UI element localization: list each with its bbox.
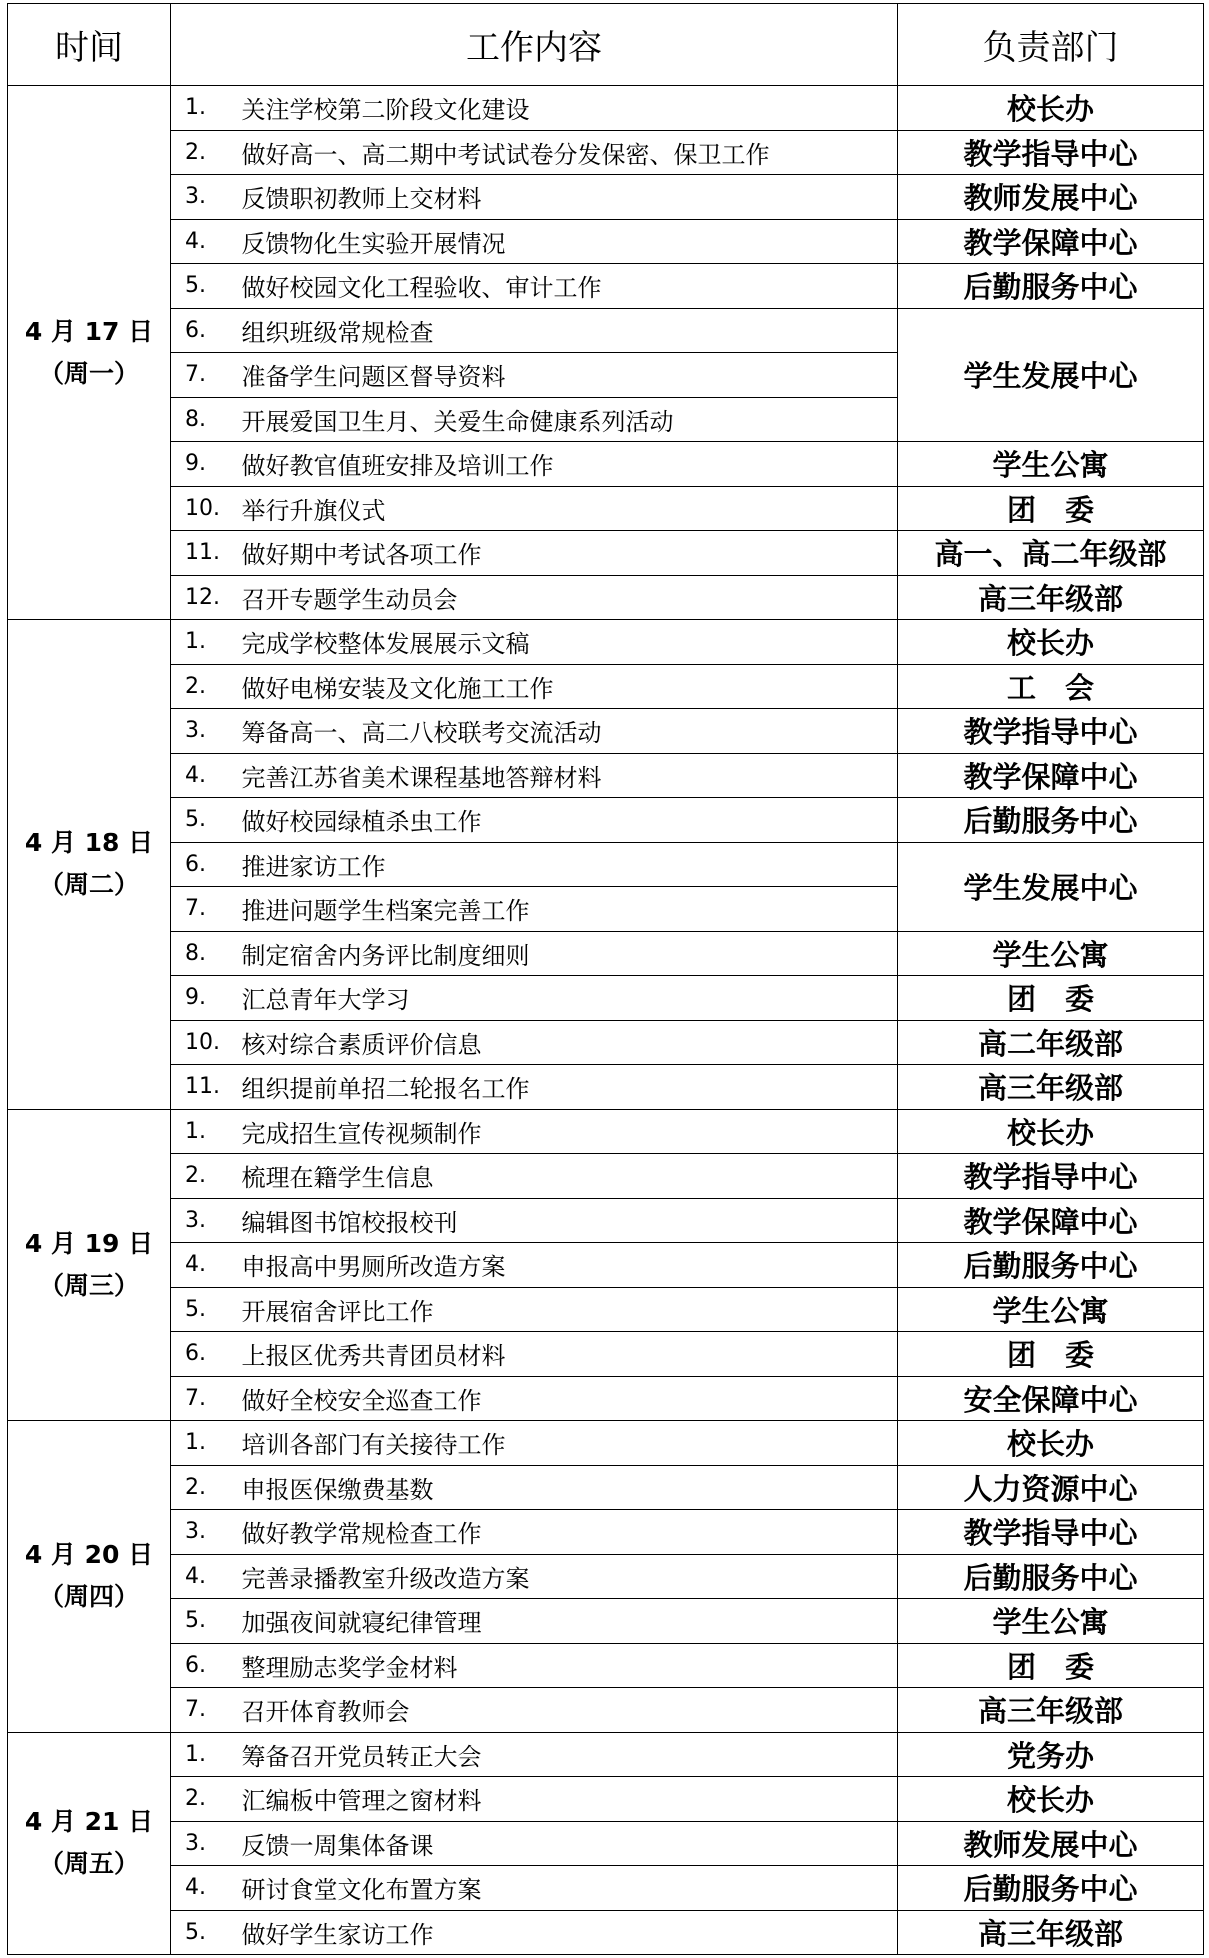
task-number: 7. — [171, 353, 238, 398]
schedule-table — [7, 3, 1204, 1955]
task-text: 推进家访工作 — [238, 842, 898, 887]
dept-cell: 高一、高二年级部 — [898, 531, 1204, 576]
date-cell — [8, 620, 171, 1110]
table-row — [8, 709, 1204, 754]
task-number: 8. — [171, 931, 238, 976]
task-text: 反馈物化生实验开展情况 — [238, 219, 898, 264]
table-row — [8, 931, 1204, 976]
table-row — [8, 219, 1204, 264]
task-text: 做好教官值班安排及培训工作 — [238, 442, 898, 487]
table-row — [8, 1065, 1204, 1110]
schedule-sheet — [7, 3, 1203, 1955]
date-label: 4 月 19 日 — [24, 1228, 154, 1258]
task-number: 6. — [171, 1643, 238, 1688]
table-row — [8, 664, 1204, 709]
table-row — [8, 1688, 1204, 1733]
table-row — [8, 264, 1204, 309]
task-number: 3. — [171, 1510, 238, 1555]
dept-cell: 教学指导中心 — [898, 1154, 1204, 1199]
task-text: 组织提前单招二轮报名工作 — [238, 1065, 898, 1110]
task-text: 做好教学常规检查工作 — [238, 1510, 898, 1555]
task-text: 完成学校整体发展展示文稿 — [238, 620, 898, 665]
task-text: 汇编板中管理之窗材料 — [238, 1777, 898, 1822]
task-text: 召开专题学生动员会 — [238, 575, 898, 620]
dept-cell: 党务办 — [898, 1732, 1204, 1777]
date-cell — [8, 1732, 171, 1955]
table-row — [8, 1866, 1204, 1911]
task-text: 申报高中男厕所改造方案 — [238, 1243, 898, 1288]
weekday-label: （周四） — [38, 1582, 139, 1612]
table-row — [8, 1554, 1204, 1599]
dept-cell: 后勤服务中心 — [898, 798, 1204, 843]
dept-cell: 教学指导中心 — [898, 709, 1204, 754]
task-number: 2. — [171, 1154, 238, 1199]
task-text: 整理励志奖学金材料 — [238, 1643, 898, 1688]
dept-cell: 人力资源中心 — [898, 1465, 1204, 1510]
task-text: 梳理在籍学生信息 — [238, 1154, 898, 1199]
dept-cell: 校长办 — [898, 620, 1204, 665]
table-row — [8, 620, 1204, 665]
dept-cell: 教学指导中心 — [898, 1510, 1204, 1555]
dept-cell: 高三年级部 — [898, 1065, 1204, 1110]
table-row — [8, 486, 1204, 531]
table-row — [8, 1332, 1204, 1377]
table-row — [8, 976, 1204, 1021]
task-text: 召开体育教师会 — [238, 1688, 898, 1733]
dept-cell: 后勤服务中心 — [898, 264, 1204, 309]
task-number: 11. — [171, 531, 238, 576]
task-number: 4. — [171, 1243, 238, 1288]
dept-cell: 高三年级部 — [898, 1688, 1204, 1733]
task-text: 上报区优秀共青团员材料 — [238, 1332, 898, 1377]
header-time: 时间 — [8, 4, 171, 86]
table-row — [8, 1154, 1204, 1199]
task-number: 1. — [171, 86, 238, 131]
weekday-label: （周五） — [38, 1849, 139, 1879]
task-number: 10. — [171, 486, 238, 531]
dept-cell: 学生公寓 — [898, 931, 1204, 976]
table-row — [8, 842, 1204, 887]
task-text: 完成招生宣传视频制作 — [238, 1109, 898, 1154]
table-row — [8, 308, 1204, 353]
task-number: 1. — [171, 1421, 238, 1466]
task-number: 6. — [171, 842, 238, 887]
dept-cell: 教学保障中心 — [898, 219, 1204, 264]
task-text: 申报医保缴费基数 — [238, 1465, 898, 1510]
dept-cell: 校长办 — [898, 86, 1204, 131]
dept-cell: 教师发展中心 — [898, 1821, 1204, 1866]
table-row — [8, 86, 1204, 131]
task-text: 完善录播教室升级改造方案 — [238, 1554, 898, 1599]
task-text: 推进问题学生档案完善工作 — [238, 887, 898, 932]
task-text: 制定宿舍内务评比制度细则 — [238, 931, 898, 976]
task-text: 完善江苏省美术课程基地答辩材料 — [238, 753, 898, 798]
task-text: 做好学生家访工作 — [238, 1910, 898, 1955]
task-number: 5. — [171, 1910, 238, 1955]
task-number: 5. — [171, 1287, 238, 1332]
task-number: 6. — [171, 308, 238, 353]
dept-cell: 安全保障中心 — [898, 1376, 1204, 1421]
dept-cell: 教学指导中心 — [898, 130, 1204, 175]
dept-cell: 团 委 — [898, 1332, 1204, 1377]
task-number: 5. — [171, 798, 238, 843]
task-number: 9. — [171, 976, 238, 1021]
task-text: 做好期中考试各项工作 — [238, 531, 898, 576]
table-row — [8, 442, 1204, 487]
table-row — [8, 1421, 1204, 1466]
task-number: 11. — [171, 1065, 238, 1110]
task-number: 7. — [171, 1376, 238, 1421]
table-row — [8, 1732, 1204, 1777]
dept-cell: 学生公寓 — [898, 442, 1204, 487]
task-number: 1. — [171, 620, 238, 665]
dept-cell: 团 委 — [898, 486, 1204, 531]
task-number: 9. — [171, 442, 238, 487]
task-number: 3. — [171, 175, 238, 220]
table-row — [8, 1821, 1204, 1866]
table-row — [8, 575, 1204, 620]
table-row — [8, 1020, 1204, 1065]
weekday-label: （周三） — [38, 1270, 139, 1300]
header-content: 工作内容 — [171, 4, 898, 86]
task-text: 反馈一周集体备课 — [238, 1821, 898, 1866]
task-number: 4. — [171, 1554, 238, 1599]
dept-cell: 学生公寓 — [898, 1599, 1204, 1644]
table-row — [8, 130, 1204, 175]
task-text: 核对综合素质评价信息 — [238, 1020, 898, 1065]
table-row — [8, 1287, 1204, 1332]
table-row — [8, 1510, 1204, 1555]
task-text: 做好校园文化工程验收、审计工作 — [238, 264, 898, 309]
task-number: 2. — [171, 664, 238, 709]
date-label: 4 月 17 日 — [24, 316, 154, 346]
task-text: 准备学生问题区督导资料 — [238, 353, 898, 398]
task-text: 汇总青年大学习 — [238, 976, 898, 1021]
dept-cell: 后勤服务中心 — [898, 1243, 1204, 1288]
dept-cell: 高三年级部 — [898, 1910, 1204, 1955]
table-row — [8, 753, 1204, 798]
task-text: 开展爱国卫生月、关爱生命健康系列活动 — [238, 397, 898, 442]
table-row — [8, 1465, 1204, 1510]
task-number: 2. — [171, 130, 238, 175]
date-cell — [8, 1421, 171, 1733]
table-row — [8, 798, 1204, 843]
task-text: 编辑图书馆校报校刊 — [238, 1198, 898, 1243]
dept-cell: 学生发展中心 — [898, 308, 1204, 442]
weekday-label: （周二） — [38, 870, 139, 900]
task-number: 4. — [171, 753, 238, 798]
dept-cell: 学生发展中心 — [898, 842, 1204, 931]
table-row — [8, 1243, 1204, 1288]
task-number: 8. — [171, 397, 238, 442]
dept-cell: 学生公寓 — [898, 1287, 1204, 1332]
task-number: 10. — [171, 1020, 238, 1065]
date-label: 4 月 21 日 — [24, 1807, 154, 1837]
date-label: 4 月 20 日 — [24, 1540, 154, 1570]
task-number: 3. — [171, 1821, 238, 1866]
task-number: 2. — [171, 1777, 238, 1822]
task-number: 6. — [171, 1332, 238, 1377]
table-row — [8, 1109, 1204, 1154]
date-label: 4 月 18 日 — [24, 828, 154, 858]
dept-cell: 高三年级部 — [898, 575, 1204, 620]
task-text: 筹备高一、高二八校联考交流活动 — [238, 709, 898, 754]
task-number: 5. — [171, 264, 238, 309]
dept-cell: 校长办 — [898, 1777, 1204, 1822]
dept-cell: 后勤服务中心 — [898, 1866, 1204, 1911]
task-number: 3. — [171, 709, 238, 754]
dept-cell: 教学保障中心 — [898, 753, 1204, 798]
table-row — [8, 1777, 1204, 1822]
date-cell — [8, 86, 171, 620]
task-text: 举行升旗仪式 — [238, 486, 898, 531]
table-row — [8, 1910, 1204, 1955]
task-text: 做好电梯安装及文化施工工作 — [238, 664, 898, 709]
dept-cell: 校长办 — [898, 1421, 1204, 1466]
task-text: 做好全校安全巡查工作 — [238, 1376, 898, 1421]
dept-cell: 团 委 — [898, 1643, 1204, 1688]
table-row — [8, 1643, 1204, 1688]
task-text: 关注学校第二阶段文化建设 — [238, 86, 898, 131]
dept-cell: 教学保障中心 — [898, 1198, 1204, 1243]
header-row — [8, 4, 1204, 86]
date-cell — [8, 1109, 171, 1421]
header-dept: 负责部门 — [898, 4, 1204, 86]
task-text: 开展宿舍评比工作 — [238, 1287, 898, 1332]
task-number: 1. — [171, 1109, 238, 1154]
weekday-label: （周一） — [38, 358, 139, 388]
task-number: 4. — [171, 219, 238, 264]
task-number: 1. — [171, 1732, 238, 1777]
task-number: 4. — [171, 1866, 238, 1911]
dept-cell: 工 会 — [898, 664, 1204, 709]
task-number: 3. — [171, 1198, 238, 1243]
table-row — [8, 1599, 1204, 1644]
task-number: 5. — [171, 1599, 238, 1644]
table-row — [8, 1376, 1204, 1421]
task-number: 2. — [171, 1465, 238, 1510]
task-text: 加强夜间就寝纪律管理 — [238, 1599, 898, 1644]
table-row — [8, 175, 1204, 220]
dept-cell: 团 委 — [898, 976, 1204, 1021]
table-row — [8, 1198, 1204, 1243]
task-text: 反馈职初教师上交材料 — [238, 175, 898, 220]
task-text: 研讨食堂文化布置方案 — [238, 1866, 898, 1911]
task-number: 12. — [171, 575, 238, 620]
task-text: 培训各部门有关接待工作 — [238, 1421, 898, 1466]
dept-cell: 高二年级部 — [898, 1020, 1204, 1065]
task-text: 筹备召开党员转正大会 — [238, 1732, 898, 1777]
task-text: 做好高一、高二期中考试试卷分发保密、保卫工作 — [238, 130, 898, 175]
task-number: 7. — [171, 1688, 238, 1733]
task-text: 做好校园绿植杀虫工作 — [238, 798, 898, 843]
table-row — [8, 531, 1204, 576]
task-number: 7. — [171, 887, 238, 932]
task-text: 组织班级常规检查 — [238, 308, 898, 353]
dept-cell: 后勤服务中心 — [898, 1554, 1204, 1599]
dept-cell: 教师发展中心 — [898, 175, 1204, 220]
dept-cell: 校长办 — [898, 1109, 1204, 1154]
